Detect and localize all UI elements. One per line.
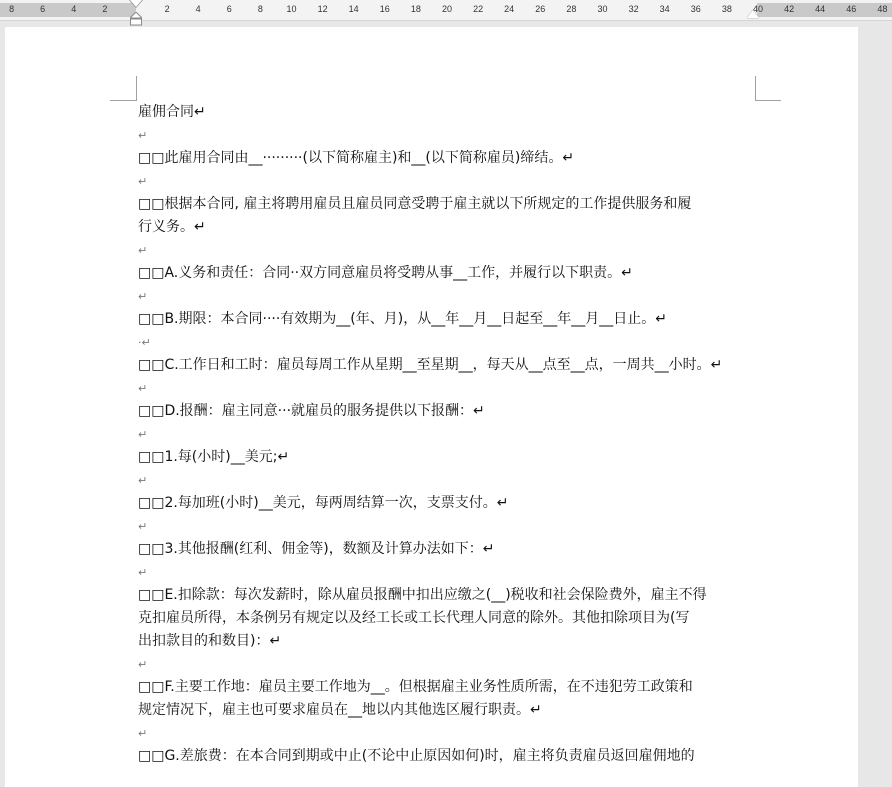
ruler-number: 14	[348, 4, 359, 14]
horizontal-ruler[interactable]	[0, 0, 892, 21]
ruler-number: 48	[877, 4, 888, 14]
paragraph[interactable]	[138, 446, 768, 469]
text-line: 行义务。↵	[138, 219, 206, 235]
ruler-number: 20	[441, 4, 453, 14]
ruler-number: 10	[286, 4, 297, 14]
empty-paragraph[interactable]	[138, 170, 768, 193]
empty-paragraph[interactable]	[138, 469, 768, 492]
text-line: ↵	[138, 244, 148, 257]
text-line: ↵	[138, 474, 148, 487]
text-line: □□F.主要工作地：雇员主要工作地为__。但根据雇主业务性质所需，在不违犯劳工政策和	[138, 679, 693, 695]
ruler-number: 28	[566, 4, 577, 14]
right-indent-marker[interactable]	[747, 10, 759, 18]
ruler-number: 18	[410, 4, 421, 14]
text-line: □□根据本合同, 雇主将聘用雇员且雇员同意受聘于雇主就以下所规定的工作提供服务和履	[138, 196, 692, 212]
text-line: □□D.报酬：雇主同意···就雇员的服务提供以下报酬：↵	[138, 403, 485, 419]
empty-paragraph[interactable]	[138, 285, 768, 308]
text-line: □□2.每加班(小时)__美元，每两周结算一次，支票支付。↵	[138, 495, 509, 511]
text-line: ·↵	[138, 336, 151, 349]
text-line: ↵	[138, 175, 148, 188]
paragraph[interactable]	[138, 745, 768, 768]
text-line: 克扣雇员所得，本条例另有规定以及经工长或工长代理人同意的除外。其他扣除项目为(写	[138, 610, 690, 626]
paragraph[interactable]	[138, 584, 768, 653]
paragraph[interactable]	[138, 101, 768, 124]
paragraph[interactable]	[138, 400, 768, 423]
text-line: ↵	[138, 382, 148, 395]
paragraph[interactable]	[138, 676, 768, 722]
first-line-indent-marker[interactable]	[130, 0, 142, 7]
empty-paragraph[interactable]	[138, 722, 768, 745]
text-line: □□A.义务和责任：合同··双方同意雇员将受聘从事__工作，并履行以下职责。↵	[138, 265, 633, 281]
ruler-number: 2	[102, 4, 108, 14]
ruler-number: 8	[257, 4, 263, 14]
hanging-indent-marker[interactable]	[130, 12, 142, 26]
text-line: ↵	[138, 566, 148, 579]
text-line: ↵	[138, 658, 148, 671]
ruler-number: 16	[379, 4, 390, 14]
empty-paragraph[interactable]	[138, 561, 768, 584]
text-line: ↵	[138, 727, 148, 740]
text-line: □□E.扣除款：每次发薪时，除从雇员报酬中扣出应缴之(__)税收和社会保险费外，雇主不得	[138, 587, 707, 603]
paragraph[interactable]	[138, 492, 768, 515]
paragraph[interactable]	[138, 262, 768, 285]
empty-paragraph[interactable]	[138, 377, 768, 400]
text-line: □□3.其他报酬(红利、佣金等)，数额及计算办法如下：↵	[138, 541, 495, 557]
empty-paragraph[interactable]	[138, 423, 768, 446]
text-line: □□G.差旅费：在本合同到期或中止(不论中止原因如何)时，雇主将负责雇员返回雇佣地的	[138, 748, 695, 764]
ruler-number: 36	[690, 4, 701, 14]
paragraph[interactable]	[138, 193, 768, 239]
text-line: 出扣款目的和数目)：↵	[138, 633, 282, 649]
document-body[interactable]	[138, 101, 768, 768]
text-line: ↵	[138, 129, 148, 142]
ruler-number: 38	[721, 4, 732, 14]
document-page[interactable]	[5, 27, 858, 787]
text-line: ↵	[138, 428, 148, 441]
text-line: □□此雇用合同由__·········(以下简称雇主)和__(以下简称雇员)缔结。↵	[138, 150, 575, 166]
text-line: 雇佣合同↵	[138, 104, 206, 120]
ruler-number: 6	[226, 4, 232, 14]
ruler-number: 12	[317, 4, 328, 14]
ruler-number: 40	[752, 4, 764, 14]
ruler-number: 22	[473, 4, 484, 14]
ruler-number: 46	[846, 4, 857, 14]
text-line: □□C.工作日和工时：雇员每周工作从星期__至星期__，每天从__点至__点，一周共__小时。↵	[138, 357, 723, 373]
ruler-number: 26	[535, 4, 546, 14]
ruler-number: 44	[815, 4, 826, 14]
ruler-number: 8	[9, 4, 15, 14]
text-line: □□B.期限：本合同····有效期为__(年、月)，从__年__月__日起至__年__月__日止。↵	[138, 311, 667, 327]
ruler-number: 2	[164, 4, 170, 14]
text-line: 规定情况下，雇主也可要求雇员在__地以内其他选区履行职责。↵	[138, 702, 542, 718]
empty-paragraph[interactable]	[138, 239, 768, 262]
ruler-number: 34	[659, 4, 670, 14]
text-line: □□1.每(小时)__美元;↵	[138, 449, 290, 465]
ruler-number: 42	[784, 4, 795, 14]
ruler-number: 4	[71, 4, 77, 14]
ruler-number: 24	[504, 4, 515, 14]
empty-paragraph[interactable]	[138, 515, 768, 538]
paragraph[interactable]	[138, 354, 768, 377]
text-line: ↵	[138, 290, 148, 303]
empty-paragraph[interactable]	[138, 124, 768, 147]
empty-paragraph[interactable]	[138, 653, 768, 676]
ruler-number: 30	[597, 4, 608, 14]
ruler-number: 32	[628, 4, 639, 14]
ruler-left-margin	[0, 3, 136, 17]
paragraph[interactable]	[138, 308, 768, 331]
text-line: ↵	[138, 520, 148, 533]
paragraph[interactable]	[138, 147, 768, 170]
ruler-number: 4	[195, 4, 201, 14]
empty-paragraph[interactable]	[138, 331, 768, 354]
ruler-number: 6	[40, 4, 46, 14]
paragraph[interactable]	[138, 538, 768, 561]
